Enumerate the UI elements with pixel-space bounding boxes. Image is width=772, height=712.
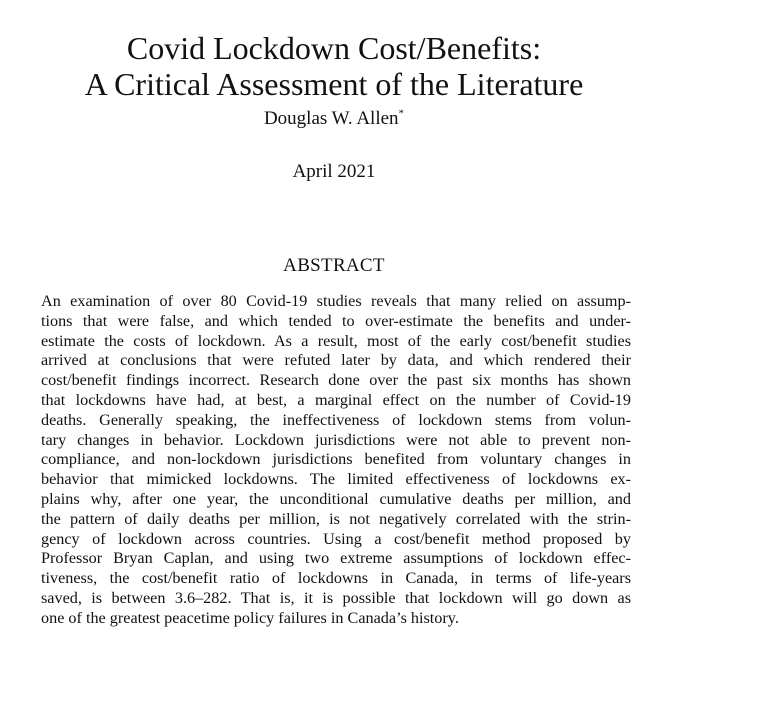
paper-date: April 2021 [292,161,376,182]
abstract-line: the pattern of daily deaths per million, is not negatively correlated with the strin- [41,509,631,528]
abstract-line: arrived at conclusions that were refuted later by data, and which rendered their [41,351,631,370]
paper-title-line-1: Covid Lockdown Cost/Benefits: [126,30,542,66]
abstract-line: Professor Bryan Caplan, and using two extreme assumptions of lockdown effec- [41,549,631,568]
abstract-line: behavior that mimicked lockdowns. The limited effectiveness of lockdowns ex- [41,470,631,489]
abstract-line: tary changes in behavior. Lockdown jurisdictions were not able to prevent non- [41,430,631,449]
abstract-line: tiveness, the cost/benefit ratio of lockdowns in Canada, in terms of life-years [41,569,631,588]
abstract-line: An examination of over 80 Covid-19 studies reveals that many relied on assump- [41,292,631,310]
abstract-line: saved, is between 3.6–282. That is, it is possible that lockdown will go down as [41,588,631,607]
abstract-body [41,292,631,629]
paper-author [0,108,668,130]
author-name: Douglas W. Allen [263,108,399,129]
paper-title-line-2: A Critical Assessment of the Literature [84,66,584,102]
paper-title [0,30,668,102]
abstract-line: gency of lockdown across countries. Using a cost/benefit method proposed by [41,529,631,548]
abstract-line: deaths. Generally speaking, the ineffectiveness of lockdown stems from volun- [41,410,631,429]
abstract-line: tions that were false, and which tended to over-estimate the benefits and under- [41,311,631,330]
abstract-line: that lockdowns have had, at best, a marginal effect on the number of Covid-19 [41,390,631,409]
abstract-line: compliance, and non-lockdown jurisdictions benefited from voluntary changes in [41,450,631,469]
abstract-line: estimate the costs of lockdown. As a result, most of the early cost/benefit studies [41,331,631,350]
abstract-heading: ABSTRACT [283,255,385,276]
abstract-line: cost/benefit findings incorrect. Research done over the past six months has shown [41,371,631,390]
abstract-line: plains why, after one year, the unconditional cumulative deaths per million, and [41,489,631,508]
abstract-line: one of the greatest peacetime policy failures in Canada’s history. [41,608,459,627]
author-footnote-mark: * [398,107,405,120]
